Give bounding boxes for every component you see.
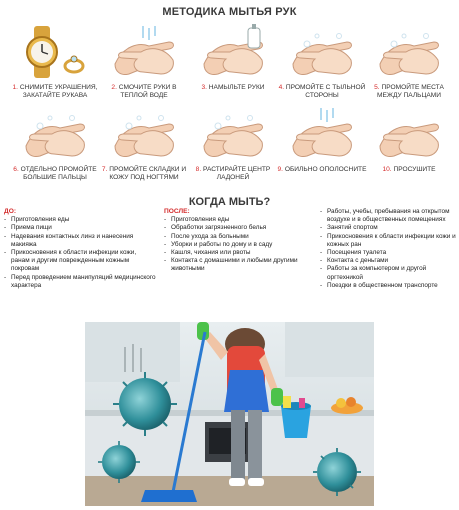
list-item: - Работы, учебы, пребывания на открытом воздухе и в общественных помещениях — [320, 208, 456, 224]
list-item: - Контакта с деньгами — [320, 257, 456, 265]
list-item: - Контакта с домашними и любыми другими животными — [164, 257, 310, 273]
list-item: - Прикосновения к области инфекции кожи и кожных ран — [320, 233, 456, 249]
list-item: - Приготовления еды — [4, 216, 156, 224]
step-caption: 2. СМОЧИТЕ РУКИ В ТЕПЛОЙ ВОДЕ — [111, 84, 177, 99]
list-item: - Перед проведением манипуляций медицинского характера — [4, 274, 156, 290]
step-caption: 10. ПРОСУШИТЕ — [382, 166, 436, 173]
page-title: МЕТОДИКА МЫТЬЯ РУК — [162, 6, 297, 18]
hands-icon — [374, 24, 444, 80]
hands-icon — [374, 106, 444, 162]
hands-icon — [198, 106, 268, 162]
list-item: - Приема пищи — [4, 224, 156, 232]
step-caption: 9. ОБИЛЬНО ОПОЛОСНИТЕ — [277, 166, 367, 173]
list-item: - Посещения туалета — [320, 249, 456, 257]
hands-icon — [109, 24, 179, 80]
cleaning-scene-image — [85, 322, 374, 506]
hands-icon — [198, 24, 268, 80]
list-item: - Уборки и работы по дому и в саду — [164, 241, 310, 249]
list-item: - Кашля, чихания или рвоты — [164, 249, 310, 257]
hands-icon — [20, 106, 90, 162]
step-caption: 5. ПРОМОЙТЕ МЕСТА МЕЖДУ ПАЛЬЦАМИ — [374, 84, 444, 99]
list-item: - Работы за компьютером и другой оргтехникой — [320, 265, 456, 281]
step-caption: 7. ПРОМОЙТЕ СКЛАДКИ И КОЖУ ПОД НОГТЯМИ — [101, 166, 187, 181]
list-item: - Приготовления еды — [164, 216, 310, 224]
step-caption: 3. НАМЫЛЬТЕ РУКИ — [201, 84, 265, 91]
after-list — [164, 216, 310, 273]
before-column — [4, 208, 156, 290]
list-item: - Занятий спортом — [320, 224, 456, 232]
list-item: - Прикосновения к области инфекции кожи, ранам и другим поврежденным кожным покровам — [4, 249, 156, 274]
before-head: ДО: — [4, 208, 17, 215]
step-caption: 4. ПРОМОЙТЕ С ТЫЛЬНОЙ СТОРОНЫ — [278, 84, 366, 99]
step-caption: 6. ОТДЕЛЬНО ПРОМОЙТЕ БОЛЬШИЕ ПАЛЬЦЫ — [13, 166, 97, 181]
list-item: - Поездки в общественном транспорте — [320, 282, 456, 290]
watch-ring-icon — [20, 24, 90, 80]
hands-icon — [287, 106, 357, 162]
after-more-column — [320, 208, 456, 290]
after-column — [164, 208, 310, 274]
step-caption: 1. СНИМИТЕ УКРАШЕНИЯ, ЗАКАТАЙТЕ РУКАВА — [12, 84, 98, 99]
list-item: - Обработки загрязненного белья — [164, 224, 310, 232]
list-item: - Надевания контактных линз и нанесения макияжа — [4, 233, 156, 249]
step-caption: 8. РАСТИРАЙТЕ ЦЕНТР ЛАДОНЕЙ — [195, 166, 271, 181]
before-list — [4, 216, 156, 290]
hands-icon — [109, 106, 179, 162]
after-head: ПОСЛЕ: — [164, 208, 190, 215]
cleaning-photo — [85, 322, 374, 506]
after-more-list — [320, 208, 456, 290]
when-title: КОГДА МЫТЬ? — [188, 196, 271, 208]
list-item: - После ухода за больными — [164, 233, 310, 241]
hands-icon — [287, 24, 357, 80]
